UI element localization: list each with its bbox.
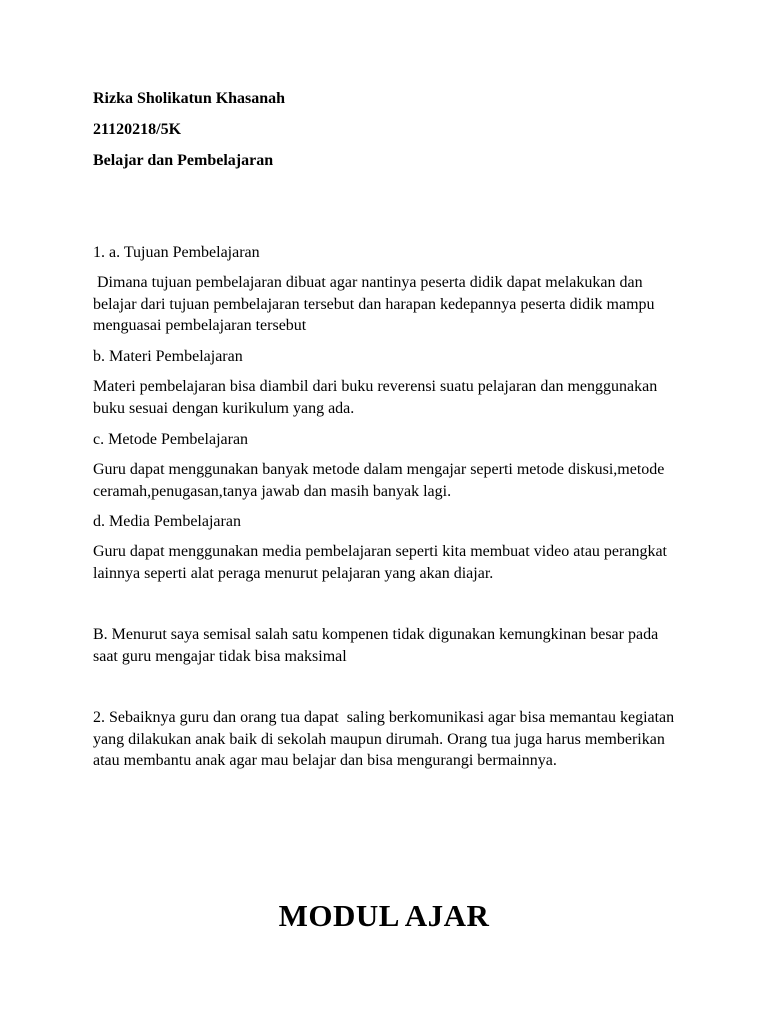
paragraph-1c: Guru dapat menggunakan banyak metode dalam mengajar seperti metode diskusi,metode ceramah,penugasan,tanya jawab dan masih banyak lagi.	[93, 461, 669, 500]
heading-1b: b. Materi Pembelajaran	[93, 348, 243, 365]
heading-1d: d. Media Pembelajaran	[93, 513, 241, 530]
paragraph-1d: Guru dapat menggunakan media pembelajaran seperti kita membuat video atau perangkat lainnya seperti alat peraga menurut pelajaran yang akan diajar.	[93, 543, 671, 582]
paragraph-1b: Materi pembelajaran bisa diambil dari buku reverensi suatu pelajaran dan menggunakan buku sesuai dengan kurikulum yang ada.	[93, 378, 662, 417]
paragraph-b: B. Menurut saya semisal salah satu kompenen tidak digunakan kemungkinan besar pada saat guru mengajar tidak bisa maksimal	[93, 626, 663, 665]
student-id-class: 21120218/5K	[93, 121, 182, 138]
heading-1a: 1. a. Tujuan Pembelajaran	[93, 244, 260, 261]
paragraph-2: 2. Sebaiknya guru dan orang tua dapat saling berkomunikasi agar bisa memantau kegiatan yang dilakukan anak baik di sekolah maupun dirumah. Orang tua juga harus memberikan atau membantu anak agar mau belajar dan bisa mengurangi bermainnya.	[93, 709, 679, 769]
paragraph-1a: Dimana tujuan pembelajaran dibuat agar nantinya peserta didik dapat melakukan dan belajar dari tujuan pembelajaran tersebut dan harapan kedepannya peserta didik mampu menguasai pembelajaran tersebut	[93, 274, 659, 334]
course-title: Belajar dan Pembelajaran	[93, 152, 274, 169]
modul-ajar-title: MODUL AJAR	[278, 898, 490, 933]
author-name: Rizka Sholikatun Khasanah	[93, 90, 286, 107]
heading-1c: c. Metode Pembelajaran	[93, 431, 249, 448]
